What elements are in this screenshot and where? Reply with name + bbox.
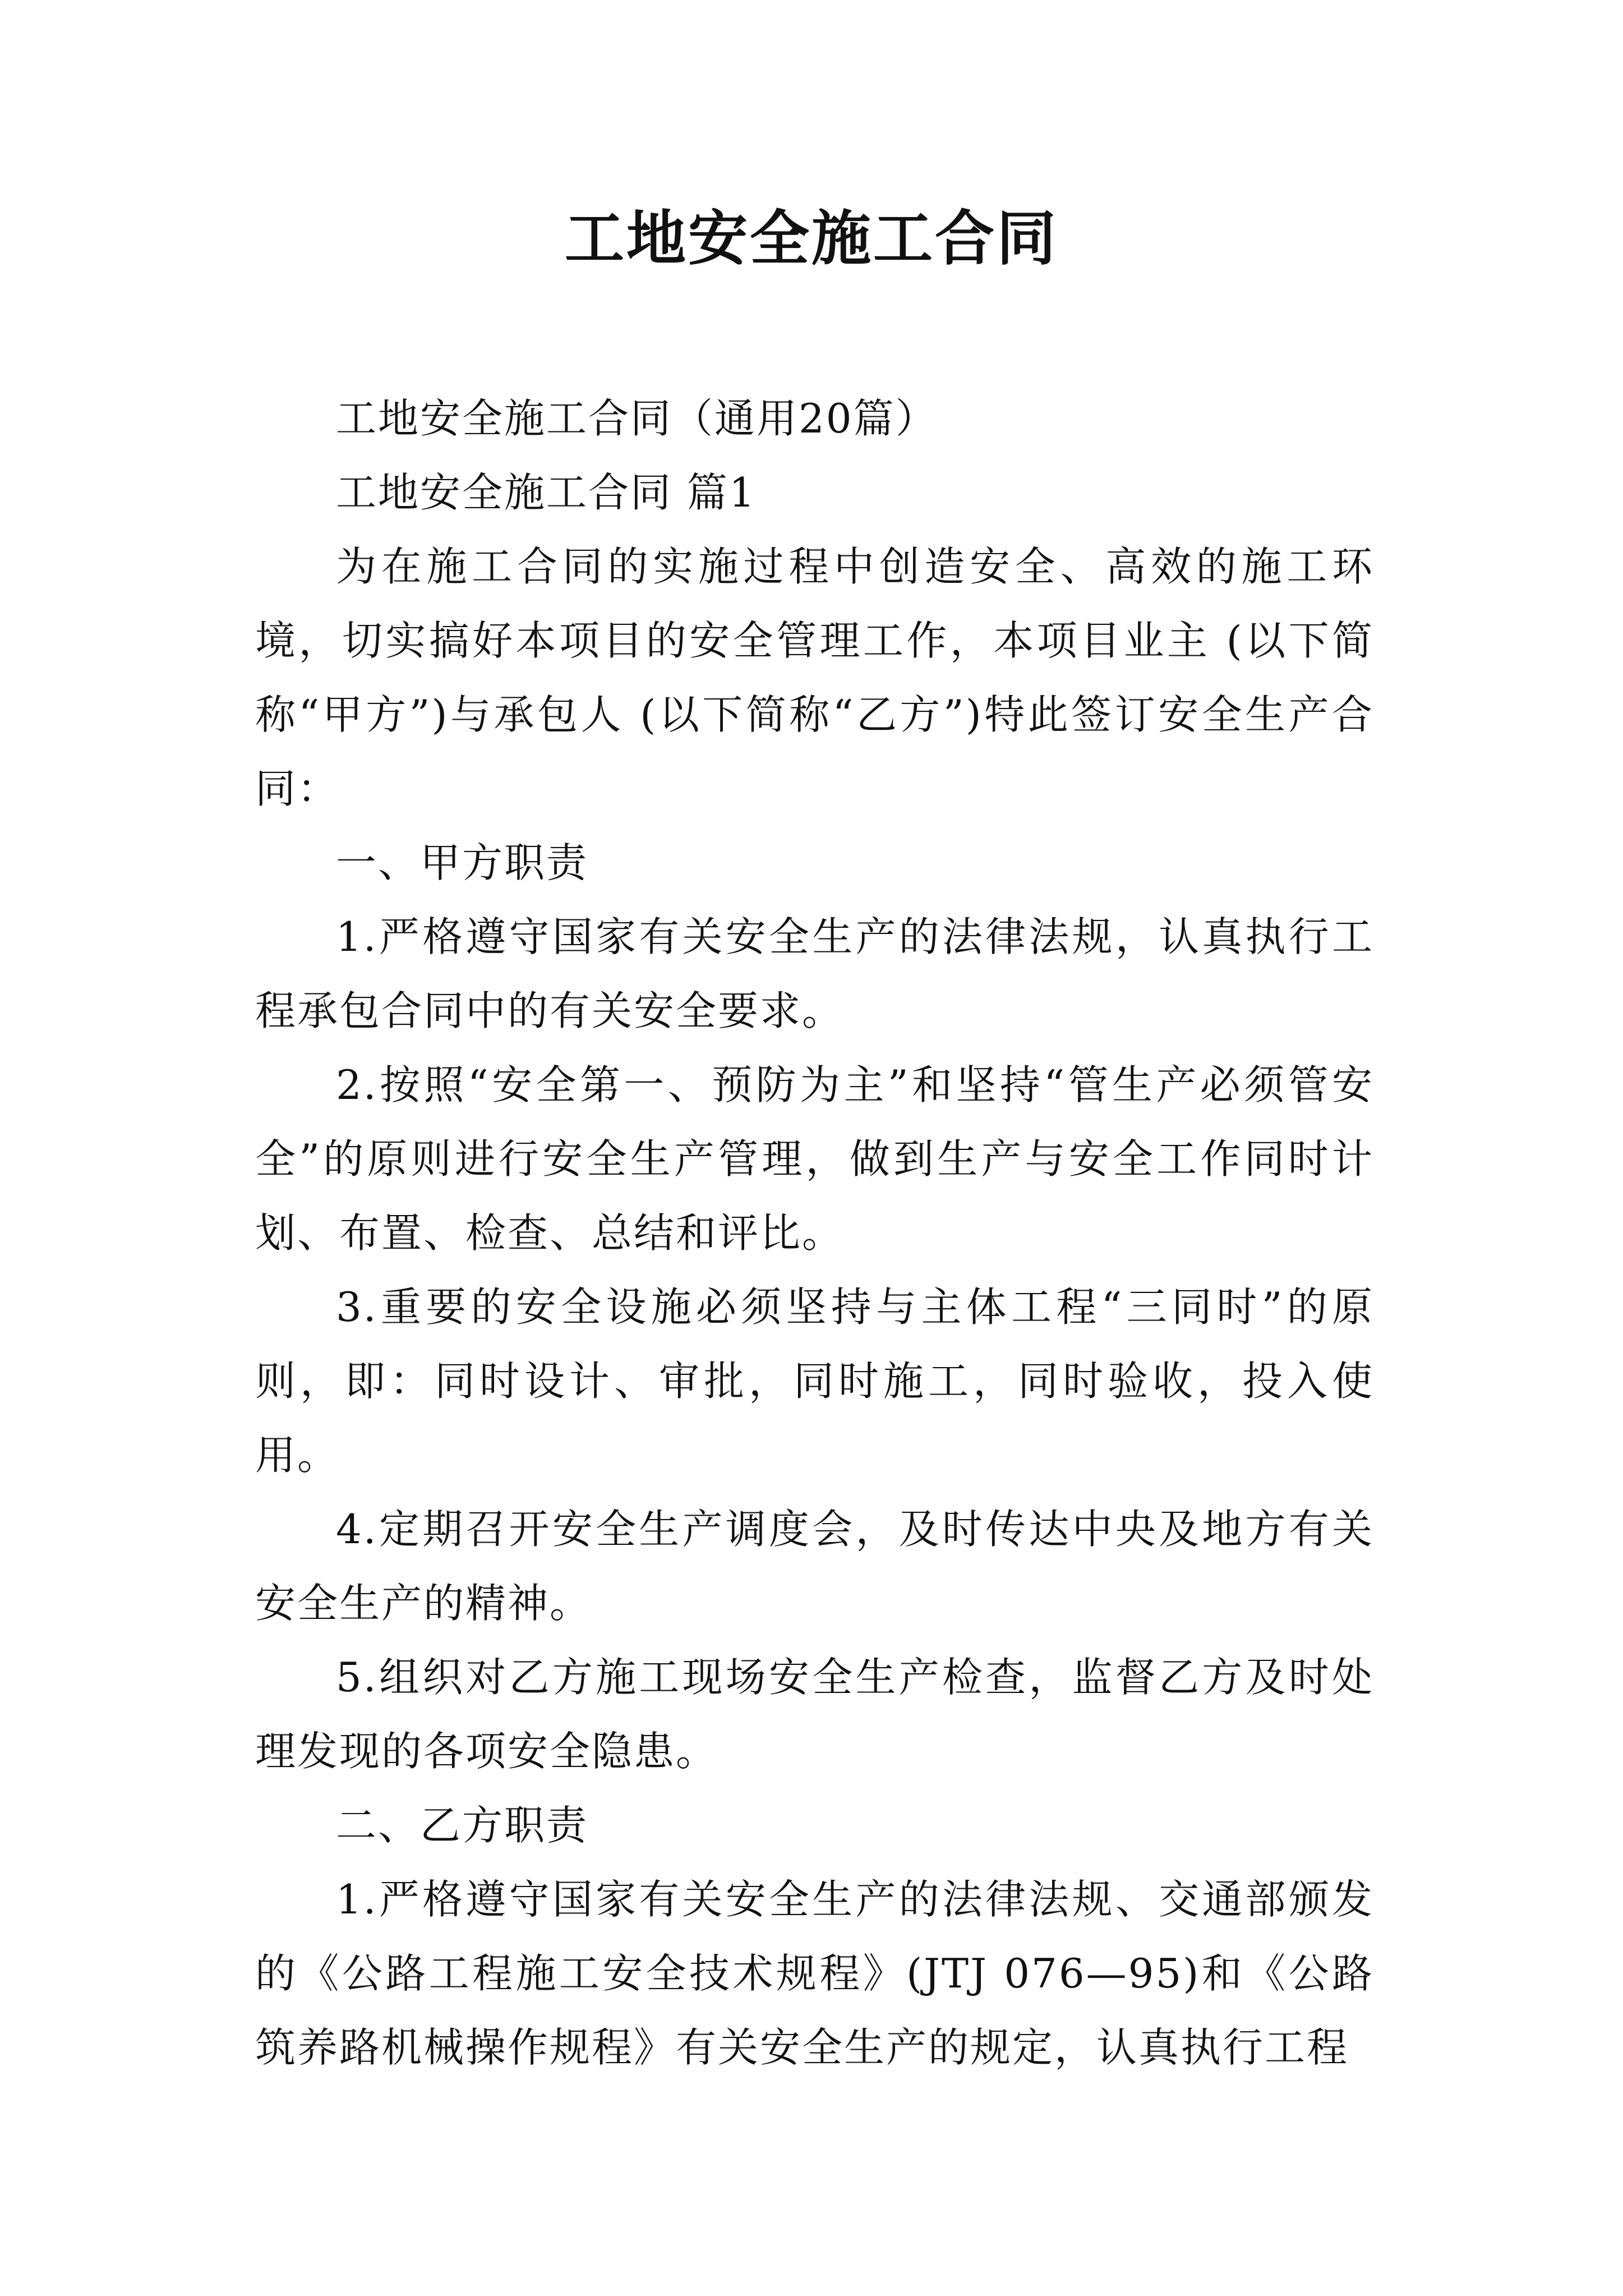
party-a-duty-4: 4.定期召开安全生产调度会，及时传达中央及地方有关安全生产的精神。 <box>255 1506 1374 1627</box>
party-b-duties-heading: 二、乙方职责 <box>336 1802 589 1849</box>
party-a-duty-1: 1.严格遵守国家有关安全生产的法律法规，认真执行工程承包合同中的有关安全要求。 <box>255 913 1374 1034</box>
party-a-duty-3: 3.重要的安全设施必须坚持与主体工程“三同时”的原则，即：同时设计、审批，同时施工，同时验收，投入使用。 <box>255 1283 1374 1479</box>
document-body <box>255 381 1374 2085</box>
party-b-duty-1: 1.严格遵守国家有关安全生产的法律法规、交通部颁发的《公路工程施工安全技术规程》(JTJ 076—95)和《公路筑养路机械操作规程》有关安全生产的规定，认真执行工程 <box>255 1876 1374 2071</box>
document-title: 工地安全施工合同 <box>565 203 1058 273</box>
section-heading-part-1: 工地安全施工合同 篇1 <box>336 469 757 516</box>
subtitle-paragraph: 工地安全施工合同（通用20篇） <box>336 395 938 442</box>
preamble-paragraph: 为在施工合同的实施过程中创造安全、高效的施工环境，切实搞好本项目的安全管理工作，本项目业主 (以下简称“甲方”)与承包人 (以下简称“乙方”)特此签订安全生产合同： <box>255 543 1374 812</box>
party-a-duties-heading: 一、甲方职责 <box>336 839 589 886</box>
party-a-duty-5: 5.组织对乙方施工现场安全生产检查，监督乙方及时处理发现的各项安全隐患。 <box>255 1654 1374 1775</box>
party-a-duty-2: 2.按照“安全第一、预防为主”和坚持“管生产必须管安全”的原则进行安全生产管理，做到生产与安全工作同时计划、布置、检查、总结和评比。 <box>255 1061 1374 1257</box>
